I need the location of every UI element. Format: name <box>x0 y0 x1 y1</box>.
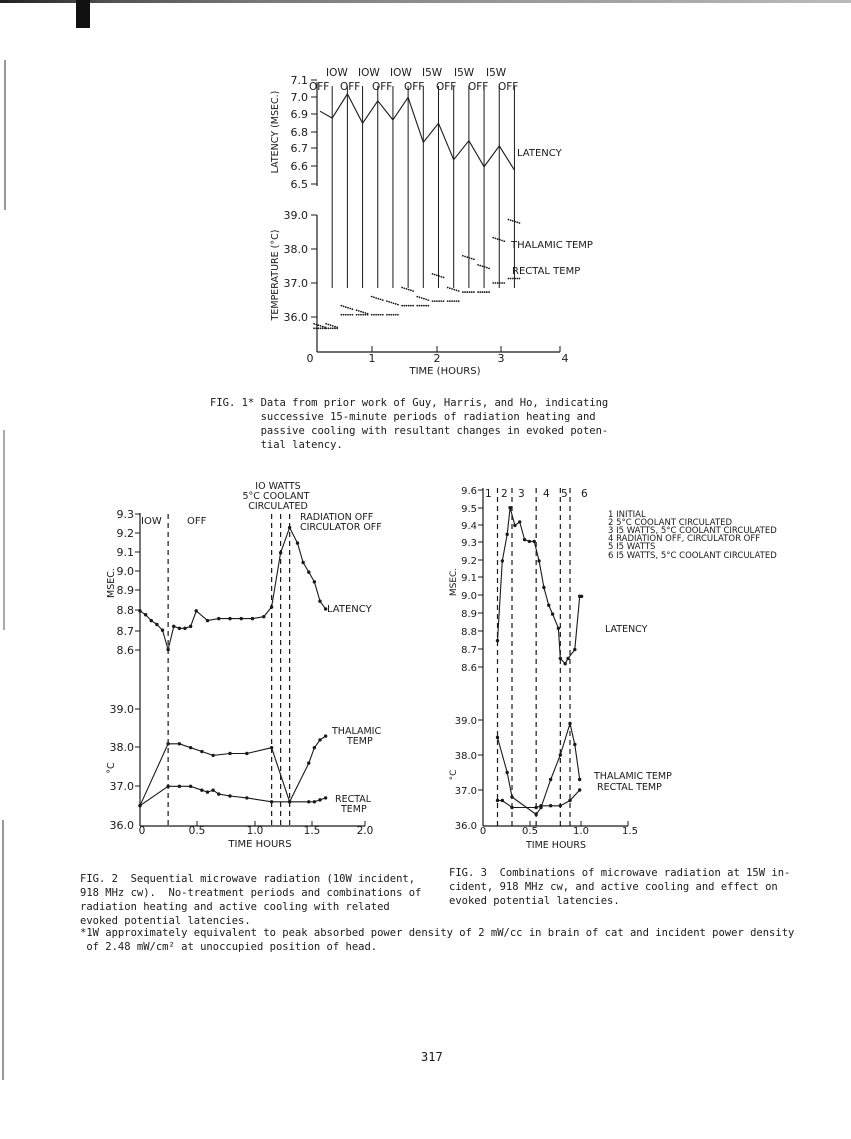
fig2-latency-point <box>270 605 273 608</box>
fig3-latency-point <box>580 595 583 598</box>
fig2-thalamic-temp-point <box>200 750 203 753</box>
fig3-latency-series-label: LATENCY <box>605 624 648 635</box>
fig2-latency-point <box>313 580 316 583</box>
fig2-latency-point <box>178 627 181 630</box>
fig1-off-label: OFF <box>436 81 457 93</box>
fig1-temp-tick-label: 39.0 <box>283 209 308 222</box>
fig2-rectal-temp-point <box>206 790 209 793</box>
fig3-rectal-temp-point <box>549 804 552 807</box>
fig1-latency-tick-label: 6.7 <box>290 142 308 155</box>
fig3-thalamic-temp-point <box>510 795 513 798</box>
fig2-rectal-temp-point <box>228 794 231 797</box>
fig2-rectal-temp-point <box>288 800 291 803</box>
fig1-rectal-temp-point <box>340 314 353 316</box>
fig2-thalamic-temp-point <box>324 734 327 737</box>
fig2-thalamic-series-label: THALAMIC <box>332 726 382 737</box>
fig2-rectal-temp-point <box>270 800 273 803</box>
fig2-rectal-temp-point <box>178 785 181 788</box>
fig1-latency-tick-label: 6.5 <box>290 178 308 191</box>
fig2-latency-point <box>307 570 310 573</box>
fig2-rectal-temp-point <box>313 800 316 803</box>
fig3-latency-point <box>542 586 545 589</box>
fig3-legend-item: 4 RADIATION OFF, CIRCULATOR OFF <box>608 534 761 544</box>
fig3-rectal-temp-point <box>539 804 542 807</box>
fig2-latency-point <box>206 619 209 622</box>
fig1-period-label: I5W <box>486 67 507 79</box>
fig2-thalamic-temp-point <box>228 752 231 755</box>
fig3-latency-line <box>498 508 582 664</box>
fig3-latency-ticks <box>461 486 483 674</box>
fig1-period-label: IOW <box>390 67 412 79</box>
fig1-period-label: IOW <box>326 67 348 79</box>
fig1-rectal-temp-point <box>477 291 490 293</box>
fig1-x-tick-label: 1 <box>368 352 376 365</box>
fig2-x-tick-label: 2.0 <box>356 825 374 837</box>
figure-2-chart <box>80 480 440 855</box>
fig2-latency-point <box>217 617 220 620</box>
fig2-latency-point <box>161 629 164 632</box>
fig2-rectal-temp-point <box>217 792 220 795</box>
fig1-rectal-temp-point <box>462 291 475 293</box>
fig2-temperature-axis-label: °C <box>106 762 117 774</box>
fig2-thalamic-temp-point <box>245 752 248 755</box>
fig3-latency-point <box>563 662 566 665</box>
fig2-rectal-temp-point <box>189 785 192 788</box>
fig1-rectal-temp-point <box>371 314 384 316</box>
fig2-thalamic-temp-point <box>313 746 316 749</box>
fig1-thalamic-series-label: THALAMIC TEMP <box>511 240 593 251</box>
fig1-thalamic-temp-point <box>325 323 338 328</box>
fig2-latency-point <box>251 617 254 620</box>
fig2-latency-tick-label: 8.6 <box>116 644 134 657</box>
fig3-thalamic-series-label: THALAMIC TEMP <box>594 771 672 782</box>
fig1-temp-tick-label: 37.0 <box>283 277 308 290</box>
fig2-annotation-10-watts: IO WATTS <box>255 481 301 492</box>
fig3-thalamic-temp-point <box>505 771 508 774</box>
fig3-latency-point <box>496 639 499 642</box>
fig3-latency-tick-label: 8.8 <box>461 627 477 638</box>
fig1-latency-axis-label: LATENCY (MSEC.) <box>270 90 281 174</box>
fig2-latency-tick-label: 8.7 <box>116 625 134 638</box>
fig2-latency-point <box>195 609 198 612</box>
fig3-period-number: 6 <box>581 488 588 500</box>
fig1-latency-series-label: LATENCY <box>517 148 562 159</box>
fig3-rectal-temp-point <box>496 799 499 802</box>
fig1-off-labels <box>309 81 518 93</box>
fig3-temp-tick-label: 39.0 <box>454 716 477 727</box>
fig1-latency-tick-label: 6.9 <box>290 108 308 121</box>
fig3-latency-tick-label: 9.0 <box>461 591 477 602</box>
fig2-rectal-temp-point <box>324 796 327 799</box>
fig2-latency-point <box>262 615 265 618</box>
fig2-temp-tick-label: 39.0 <box>109 703 134 716</box>
fig3-rectal-temp-point <box>559 804 562 807</box>
fig2-rectal-series-label: TEMP <box>341 804 367 815</box>
fig3-latency-tick-label: 8.6 <box>461 663 477 674</box>
fig1-latency-tick-label: 7.0 <box>290 91 308 104</box>
fig2-latency-axis-label: MSEC. <box>106 568 117 598</box>
fig2-period-label-10w: IOW <box>141 516 162 527</box>
fig3-latency-tick-label: 9.6 <box>461 486 477 497</box>
fig2-annotation-circulator-off: CIRCULATOR OFF <box>300 522 382 533</box>
scan-speck <box>4 60 6 210</box>
fig1-x-tick-label: 0 <box>306 352 314 365</box>
fig3-rectal-temp-point <box>578 788 581 791</box>
fig1-temperature-ticks <box>284 209 318 324</box>
fig3-period-number: 3 <box>518 488 525 500</box>
fig1-rectal-temp-point <box>313 327 326 329</box>
fig3-thalamic-temp-point <box>559 753 562 756</box>
fig1-temp-tick-label: 38.0 <box>283 243 308 256</box>
fig1-rectal-temp-point <box>386 314 399 316</box>
fig2-annotation-coolant: 5°C COOLANT <box>242 491 310 502</box>
fig1-period-labels <box>326 67 507 79</box>
fig3-x-tick-label: 0 <box>479 826 487 837</box>
fig3-thalamic-temp-point <box>534 813 537 816</box>
fig3-legend-item: 1 INITIAL <box>608 510 646 520</box>
fig2-rectal-temp-point <box>245 796 248 799</box>
figure-2-caption: FIG. 2 Sequential microwave radiation (10W incident, 918 MHz cw). No-treatment periods and combinations of radiation heating and active cooling with related evoked potential latencies. <box>80 873 422 927</box>
fig3-latency-point <box>523 538 526 541</box>
fig3-legend-item: 3 I5 WATTS, 5°C COOLANT CIRCULATED <box>608 526 777 536</box>
fig1-rectal-temp-point <box>416 305 429 307</box>
fig2-rectal-temp-point <box>138 804 141 807</box>
fig1-thalamic-temp-point <box>416 296 429 301</box>
figure-3-caption: FIG. 3 Combinations of microwave radiation at 15W in- cident, 918 MHz cw, and active cooling and effect on evoked potential latencies. <box>449 867 791 907</box>
fig3-latency-point <box>551 612 554 615</box>
fig2-temp-tick-label: 36.0 <box>109 819 134 832</box>
fig1-off-label: OFF <box>404 81 425 93</box>
fig2-latency-point <box>150 619 153 622</box>
fig2-latency-point <box>288 526 291 529</box>
fig3-thalamic-temp-point <box>573 743 576 746</box>
fig1-thalamic-temp-point <box>356 309 369 314</box>
fig1-period-label: I5W <box>422 67 443 79</box>
scan-corner-mark <box>76 0 90 28</box>
fig3-legend <box>608 510 777 561</box>
fig2-series <box>138 526 327 808</box>
fig3-latency-point <box>505 533 508 536</box>
fig1-temperature-axis-label: TEMPERATURE (°C) <box>270 229 281 321</box>
fig1-period-label: I5W <box>454 67 475 79</box>
fig3-legend-item: 2 5°C COOLANT CIRCULATED <box>608 518 732 528</box>
fig3-temp-tick-label: 38.0 <box>454 751 477 762</box>
fig3-x-axis-label: TIME HOURS <box>525 840 587 851</box>
fig2-latency-point <box>172 625 175 628</box>
fig3-period-number: 5 <box>561 488 568 500</box>
fig2-x-ticks <box>139 821 374 837</box>
scan-speck <box>3 430 5 630</box>
fig2-rectal-temp-point <box>307 800 310 803</box>
fig2-latency-point <box>155 623 158 626</box>
fig3-latency-point <box>537 559 540 562</box>
fig3-latency-tick-label: 9.1 <box>461 573 477 584</box>
fig1-off-label: OFF <box>309 81 330 93</box>
fig2-rectal-series-label: RECTAL <box>335 794 372 805</box>
fig3-thalamic-temp-point <box>496 736 499 739</box>
fig3-period-number: 4 <box>543 488 550 500</box>
fig1-latency-line <box>320 94 514 170</box>
fig3-legend-item: 6 I5 WATTS, 5°C COOLANT CIRCULATED <box>608 551 777 561</box>
fig2-latency-point <box>138 609 141 612</box>
fig1-rectal-temp-point <box>447 300 460 302</box>
fig3-rectal-temp-point <box>534 806 537 809</box>
fig2-x-axis-label: TIME HOURS <box>228 839 292 850</box>
fig2-latency-point <box>189 625 192 628</box>
fig3-latency-tick-label: 9.3 <box>461 538 477 549</box>
figure-1-chart <box>250 60 600 380</box>
fig3-rectal-temp-line <box>498 790 580 808</box>
fig3-period-number: 2 <box>501 488 508 500</box>
fig1-rectal-temp-point <box>356 314 369 316</box>
fig1-x-tick-label: 4 <box>561 352 569 365</box>
fig1-thalamic-temp-point <box>386 300 399 305</box>
fig3-thalamic-temp-point <box>578 778 581 781</box>
fig3-rectal-temp-point <box>568 799 571 802</box>
fig3-latency-point <box>547 604 550 607</box>
fig2-latency-point <box>240 617 243 620</box>
fig2-rectal-temp-point <box>166 785 169 788</box>
fig2-thalamic-temp-point <box>270 746 273 749</box>
fig3-latency-tick-label: 9.5 <box>461 504 477 515</box>
fig2-latency-series-label: LATENCY <box>327 604 372 615</box>
fig1-off-label: OFF <box>340 81 361 93</box>
fig3-temperature-axis-label: °C <box>449 769 459 781</box>
fig2-latency-point <box>183 627 186 630</box>
fig1-period-label: IOW <box>358 67 380 79</box>
fig2-latency-point <box>166 648 169 651</box>
fig2-latency-point <box>301 561 304 564</box>
fig2-period-label-off: OFF <box>187 516 207 527</box>
fig2-latency-point <box>279 551 282 554</box>
fig2-latency-ticks <box>117 508 141 657</box>
fig3-latency-axis-label: MSEC. <box>449 567 459 597</box>
fig2-latency-point <box>144 613 147 616</box>
fig3-rectal-temp-point <box>510 806 513 809</box>
figure-1-caption: FIG. 1* Data from prior work of Guy, Harris, and Ho, indicating successive 15-minute periods of radiation heating and passive cooling with resultant changes in evoked poten- tial latency. <box>210 397 609 451</box>
scan-speck <box>2 820 4 1080</box>
scan-edge <box>0 0 851 3</box>
fig3-rectal-temp-point <box>501 799 504 802</box>
fig3-latency-tick-label: 8.7 <box>461 645 477 656</box>
fig2-rectal-temp-point <box>318 798 321 801</box>
fig3-temp-tick-label: 37.0 <box>454 786 477 797</box>
figure-3-chart <box>450 480 790 855</box>
fig3-latency-point <box>559 657 562 660</box>
fig2-thalamic-temp-point <box>211 754 214 757</box>
fig2-latency-tick-label: 8.9 <box>116 584 134 597</box>
fig1-off-label: OFF <box>498 81 519 93</box>
fig3-temp-tick-label: 36.0 <box>454 821 477 832</box>
fig3-latency-point <box>573 648 576 651</box>
fig3-thalamic-temp-point <box>568 722 571 725</box>
fig2-latency-point <box>228 617 231 620</box>
fig2-annotation-radiation-off: RADIATION OFF <box>300 512 374 523</box>
fig3-latency-point <box>513 524 516 527</box>
fig2-thalamic-temp-point <box>178 742 181 745</box>
fig1-thalamic-temp-point <box>340 305 353 310</box>
fig1-thalamic-temp-point <box>371 296 384 301</box>
fig2-latency-tick-label: 9.3 <box>116 508 134 521</box>
fig3-event-lines <box>498 488 571 826</box>
fig2-thalamic-series-label: TEMP <box>347 736 373 747</box>
fig2-thalamic-temp-point <box>307 761 310 764</box>
fig2-thalamic-temp-point <box>189 746 192 749</box>
fig3-x-ticks <box>480 821 638 837</box>
fig1-x-axis-label: TIME (HOURS) <box>409 366 481 377</box>
fig1-x-tick-label: 2 <box>433 352 441 365</box>
footnote: *1W approximately equivalent to peak absorbed power density of 2 mW/cc in brain of cat and incident power density of 2.48 mW/cm² at unoccupied position of head. <box>80 927 795 953</box>
fig2-temp-tick-label: 37.0 <box>109 780 134 793</box>
fig1-rectal-temp-point <box>401 305 414 307</box>
fig2-latency-tick-label: 9.1 <box>116 546 134 559</box>
fig3-thalamic-temp-line <box>498 724 580 815</box>
fig1-x-tick-label: 3 <box>497 352 505 365</box>
fig1-temp-tick-label: 36.0 <box>283 311 308 324</box>
fig2-rectal-temp-point <box>200 789 203 792</box>
fig2-latency-tick-label: 9.0 <box>116 565 134 578</box>
fig1-series <box>313 94 520 329</box>
fig1-x-ticks <box>307 346 569 365</box>
fig1-rectal-temp-point <box>432 300 445 302</box>
fig2-latency-point <box>318 599 321 602</box>
fig2-event-lines <box>168 514 290 826</box>
fig3-rectal-series-label: RECTAL TEMP <box>597 782 662 793</box>
fig3-latency-point <box>501 559 504 562</box>
fig3-latency-point <box>566 657 569 660</box>
fig2-thalamic-temp-point <box>166 742 169 745</box>
fig3-latency-tick-label: 8.9 <box>461 609 477 620</box>
fig2-x-tick-label: 0 <box>138 825 146 837</box>
fig3-latency-point <box>533 540 536 543</box>
fig3-legend-item: 5 I5 WATTS <box>608 542 656 552</box>
fig2-latency-tick-label: 8.8 <box>116 604 134 617</box>
fig1-latency-tick-label: 6.8 <box>290 126 308 139</box>
fig2-rectal-temp-point <box>211 789 214 792</box>
fig1-latency-tick-label: 7.1 <box>290 74 308 87</box>
page-number: 317 <box>421 1050 443 1064</box>
fig3-latency-tick-label: 9.2 <box>461 556 477 567</box>
fig3-latency-tick-label: 9.4 <box>461 521 477 532</box>
fig3-period-number: 1 <box>485 488 492 500</box>
fig3-latency-point <box>508 506 511 509</box>
fig1-latency-tick-label: 6.6 <box>290 160 308 173</box>
fig3-latency-point <box>528 540 531 543</box>
fig2-x-tick-label: 1.0 <box>246 825 264 837</box>
fig3-x-tick-label: 1.5 <box>622 826 638 837</box>
fig1-rectal-temp-point <box>325 327 338 329</box>
fig3-thalamic-temp-point <box>549 778 552 781</box>
fig2-latency-tick-label: 9.2 <box>116 527 134 540</box>
fig3-x-tick-label: 1.0 <box>573 826 589 837</box>
fig3-latency-point <box>518 520 521 523</box>
fig2-x-tick-label: 0.5 <box>188 825 206 837</box>
fig1-thalamic-temp-point <box>313 323 326 328</box>
fig1-rectal-series-label: RECTAL TEMP <box>512 266 581 277</box>
fig2-temp-tick-label: 38.0 <box>109 741 134 754</box>
fig1-off-label: OFF <box>468 81 489 93</box>
fig3-latency-point <box>557 627 560 630</box>
fig2-latency-point <box>296 541 299 544</box>
fig2-x-tick-label: 1.5 <box>303 825 321 837</box>
fig2-thalamic-temp-point <box>318 738 321 741</box>
fig1-off-label: OFF <box>372 81 393 93</box>
fig2-annotation-circulated: CIRCULATED <box>248 501 308 512</box>
fig3-x-tick-label: 0.5 <box>522 826 538 837</box>
